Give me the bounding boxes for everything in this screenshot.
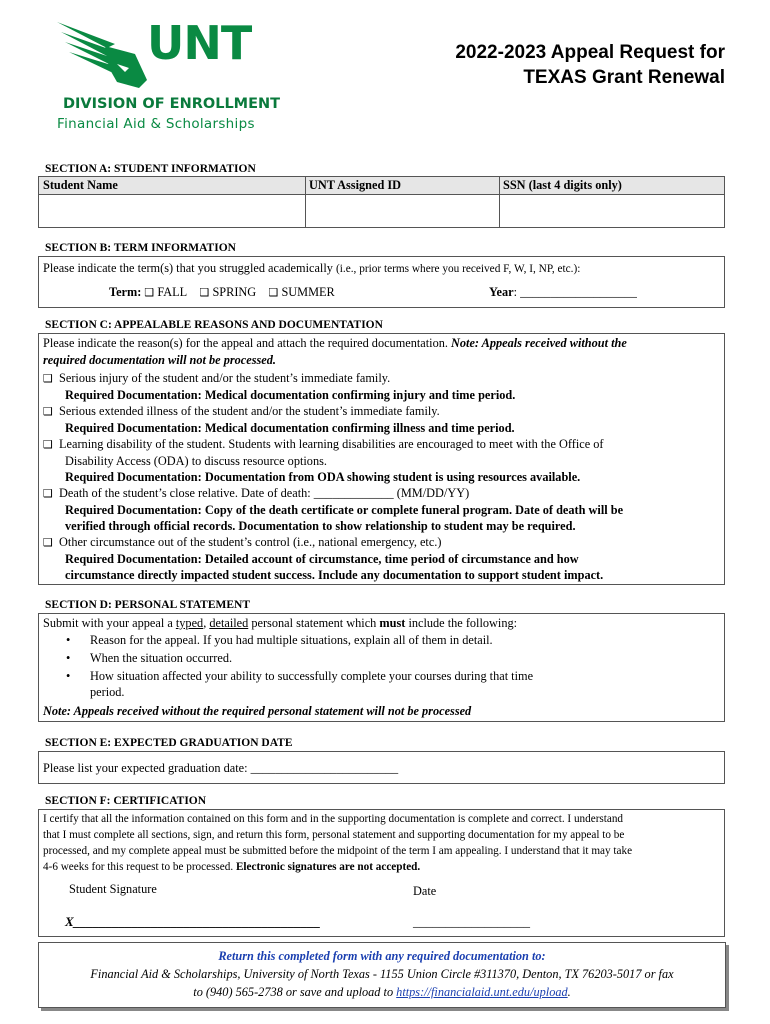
form-title <box>405 40 725 90</box>
title-line-1: 2022-2023 Appeal Request for <box>455 42 725 63</box>
logo-division: DIVISION OF ENROLLMENT <box>63 96 281 112</box>
year-field[interactable]: Year: ___________________ <box>489 285 637 299</box>
cert-line-2: that I must complete all sections, sign, and return this form, personal statement and supporting documentation for my appeal to be <box>43 829 625 841</box>
other-doc-1: Required Documentation: Detailed account of circumstance, time period of circumstance and how <box>65 552 579 566</box>
footer-heading: Return this completed form with any required documentation to: <box>218 949 546 963</box>
illness-checkbox[interactable]: ❑ <box>43 405 53 418</box>
upload-link[interactable]: https://financialaid.unt.edu/upload <box>396 985 568 999</box>
signature-label: Student Signature <box>69 882 157 896</box>
section-c-note: required documentation will not be processed. <box>43 353 276 367</box>
reason-illness: ❑ Serious extended illness of the student and/or the student’s immediate family. <box>43 404 440 418</box>
eagle-logo <box>55 18 150 90</box>
bullet-icon: • <box>66 633 71 647</box>
date-label: Date <box>413 884 437 898</box>
footer-fax: to (940) 565-2738 or save and upload to https://financialaid.unt.edu/upload. <box>193 985 571 999</box>
reason-death: ❑ Death of the student’s close relative. Date of death: _____________ (MM/DD/YY) <box>43 486 470 500</box>
reason-disability: ❑ Learning disability of the student. Students with learning disabilities are encouraged to meet with the Office of <box>43 437 604 451</box>
date-field[interactable]: __________________ <box>413 914 530 929</box>
unt-logo <box>55 16 305 146</box>
col-student-name: Student Name <box>43 178 118 192</box>
injury-doc: Required Documentation: Medical documentation confirming injury and time period. <box>65 388 516 402</box>
death-checkbox[interactable]: ❑ <box>43 487 53 500</box>
section-c-intro: Please indicate the reason(s) for the appeal and attach the required documentation. Note: Appeals received without the <box>43 336 627 350</box>
spring-checkbox[interactable]: ❑ <box>199 286 210 299</box>
disability-doc: Required Documentation: Documentation from ODA showing student is using resources available. <box>65 470 581 484</box>
bullet-how: How situation affected your ability to successfully complete your courses during that time <box>90 669 534 683</box>
bullet-how-2: period. <box>90 685 125 699</box>
cert-line-3: processed, and my complete appeal must be submitted before the midpoint of the term I am appealing. I understand that it may take <box>43 845 633 857</box>
disability-text-2: Disability Access (ODA) to discuss resource options. <box>65 454 327 468</box>
illness-doc: Required Documentation: Medical documentation confirming illness and time period. <box>65 421 515 435</box>
title-line-2: TEXAS Grant Renewal <box>523 67 725 88</box>
section-d-intro: Submit with your appeal a typed, detailed personal statement which must include the following: <box>43 616 518 630</box>
other-doc-2: circumstance directly impacted student success. Include any documentation to support student impact. <box>65 568 604 582</box>
section-f-box <box>38 809 725 937</box>
section-c-box <box>38 333 725 585</box>
injury-checkbox[interactable]: ❑ <box>43 372 53 385</box>
term-instructions: Please indicate the term(s) that you struggled academically (i.e., prior terms where you received F, W, I, NP, etc.): <box>43 261 581 275</box>
disability-checkbox[interactable]: ❑ <box>43 438 53 451</box>
section-d-heading: SECTION D: PERSONAL STATEMENT <box>45 599 251 611</box>
graduation-date-field[interactable]: Please list your expected graduation date: ________________________ <box>43 761 399 775</box>
section-e-heading: SECTION E: EXPECTED GRADUATION DATE <box>45 737 293 749</box>
section-e-box <box>38 751 725 784</box>
col-ssn: SSN (last 4 digits only) <box>503 178 622 192</box>
col-unt-id: UNT Assigned ID <box>309 178 402 192</box>
logo-unt-text: UNT <box>147 16 252 70</box>
section-a-table <box>38 176 725 228</box>
student-name-field[interactable] <box>39 195 305 227</box>
reason-other: ❑ Other circumstance out of the student’s control (i.e., national emergency, etc.) <box>43 535 442 549</box>
summer-checkbox[interactable]: ❑ <box>268 286 279 299</box>
return-instructions <box>38 942 726 1008</box>
cert-line-1: I certify that all the information contained on this form and in the supporting documentation is complete and correct. I understand <box>43 813 624 825</box>
bullet-icon: • <box>66 669 71 683</box>
section-d-box <box>38 613 725 722</box>
section-a-heading: SECTION A: STUDENT INFORMATION <box>45 163 256 175</box>
bullet-when: When the situation occurred. <box>90 651 233 665</box>
section-f-heading: SECTION F: CERTIFICATION <box>45 795 207 807</box>
logo-department: Financial Aid & Scholarships <box>57 116 255 132</box>
death-doc-1: Required Documentation: Copy of the death certificate or complete funeral program. Date of death will be <box>65 503 624 517</box>
unt-id-field[interactable] <box>306 195 499 227</box>
section-c-heading: SECTION C: APPEALABLE REASONS AND DOCUMENTATION <box>45 319 383 331</box>
section-d-note: Note: Appeals received without the required personal statement will not be processed <box>43 704 472 718</box>
ssn-field[interactable] <box>500 195 724 227</box>
bullet-icon: • <box>66 651 71 665</box>
signature-field[interactable]: X______________________________________ <box>65 914 321 929</box>
bullet-reason: Reason for the appeal. If you had multiple situations, explain all of them in detail. <box>90 633 493 647</box>
section-b-box <box>38 256 725 308</box>
section-b-heading: SECTION B: TERM INFORMATION <box>45 242 236 254</box>
death-doc-2: verified through official records. Documentation to show relationship to student may be required. <box>65 519 576 533</box>
cert-line-4: 4-6 weeks for this request to be processed. Electronic signatures are not accepted. <box>43 861 421 873</box>
fall-checkbox[interactable]: ❑ <box>144 286 155 299</box>
reason-injury: ❑ Serious injury of the student and/or the student’s immediate family. <box>43 371 391 385</box>
term-row: Term: ❑ FALL ❑ SPRING ❑ SUMMER <box>109 285 335 299</box>
other-checkbox[interactable]: ❑ <box>43 536 53 549</box>
footer-address: Financial Aid & Scholarships, University of North Texas - 1155 Union Circle #311370, Denton, TX 76203-5017 or fax <box>90 967 674 981</box>
